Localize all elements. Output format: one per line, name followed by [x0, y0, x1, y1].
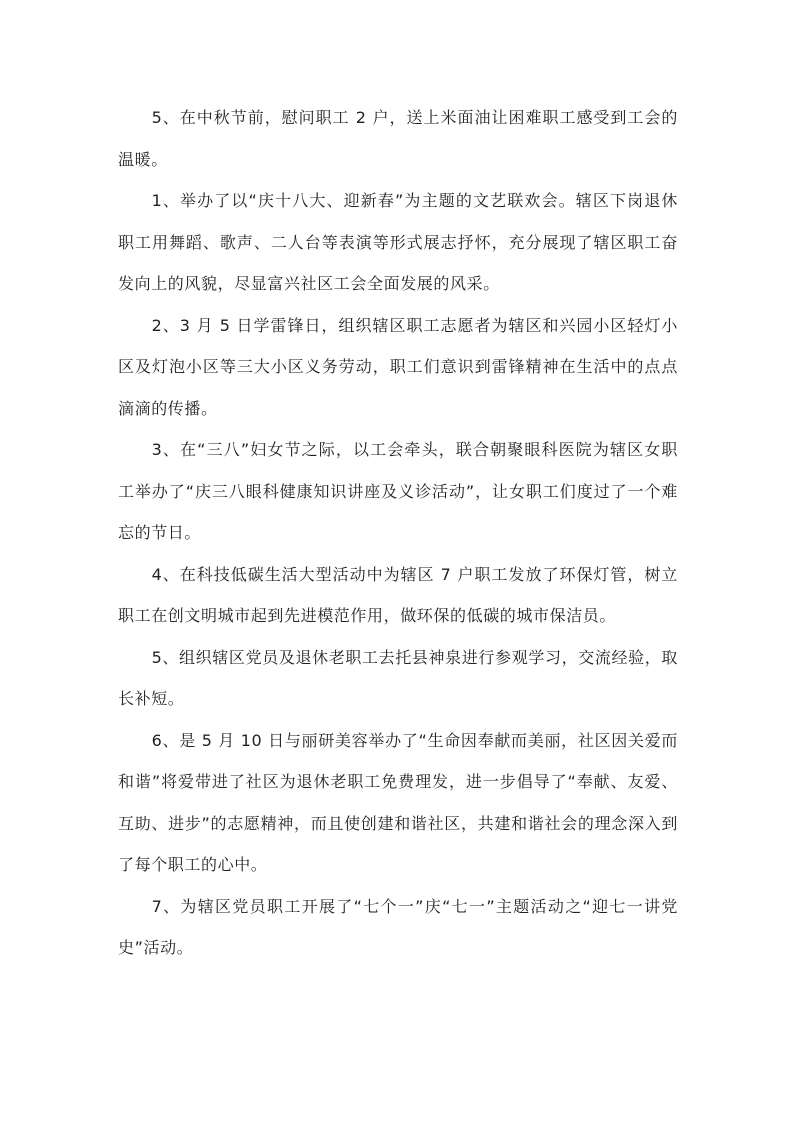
paragraph-mid-autumn-visit: 5、在中秋节前，慰问职工 2 户，送上米面油让困难职工感受到工会的温暖。: [118, 108, 678, 169]
paragraph-lei-feng-day: 2、3 月 5 日学雷锋日，组织辖区职工志愿者为辖区和兴园小区轻灯小区及灯泡小区等三大小区义务劳动，职工们意识到雷锋精神在生活中的点点滴滴的传播。: [118, 315, 678, 418]
document-body: [118, 97, 678, 969]
paragraph-study-visit: 5、组织辖区党员及退休老职工去托县神泉进行参观学习，交流经验，取长补短。: [118, 647, 678, 708]
paragraph-party-history: 7、为辖区党员职工开展了“七个一”庆“七一”主题活动之“迎七一讲党史”活动。: [118, 896, 678, 957]
paragraph-low-carbon: 4、在科技低碳生活大型活动中为辖区 7 户职工发放了环保灯管，树立职工在创文明城市起到先进模范作用，做环保的低碳的城市保洁员。: [118, 564, 678, 625]
paragraph-womens-day: 3、在“三八”妇女节之际，以工会牵头，联合朝聚眼科医院为辖区女职工举办了“庆三八眼科健康知识讲座及义诊活动”，让女职工们度过了一个难忘的节日。: [118, 440, 678, 542]
paragraph-gala: 1、举办了以“庆十八大、迎新春”为主题的文艺联欢会。辖区下岗退休职工用舞蹈、歌声、二人台等表演等形式展志抒怀，充分展现了辖区职工奋发向上的风貌，尽显富兴社区工会全面发展的风采。: [118, 191, 678, 293]
paragraph-free-haircut: 6、是 5 月 10 日与丽研美容举办了“生命因奉献而美丽，社区因关爱而和谐”将爱带进了社区为退休老职工免费理发，进一步倡导了“奉献、友爱、互助、进步”的志愿精神，而且使创建和谐社区，共建和谐社会的理念深入到了每个职工的心中。: [118, 730, 678, 874]
